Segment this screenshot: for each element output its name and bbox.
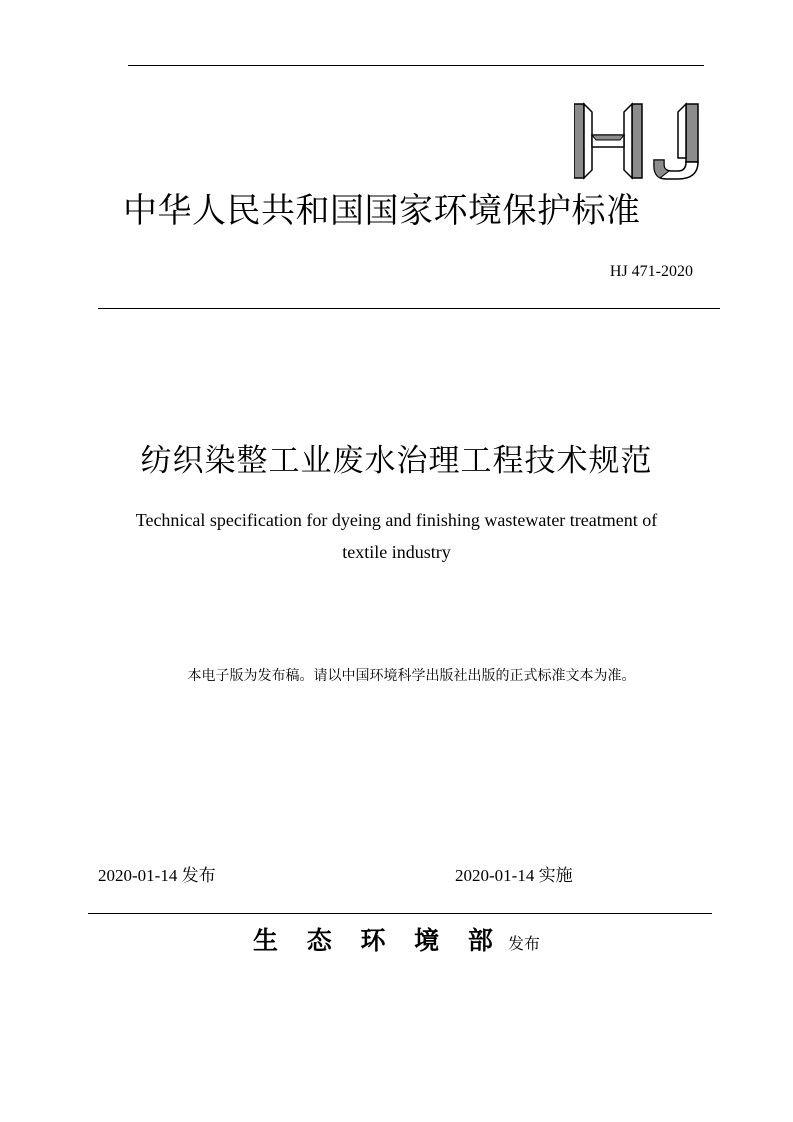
edition-notice: 本电子版为发布稿。请以中国环境科学出版社出版的正式标准文本为准。	[187, 668, 636, 684]
footer-rule	[88, 913, 712, 914]
hj-logo	[574, 102, 702, 180]
title-english	[0, 504, 793, 568]
title-english-line-1: Technical specification for dyeing and finishing wastewater treatment of	[135, 510, 658, 530]
publisher-issued-label: 发布	[507, 934, 540, 953]
issue-date: 2020-01-14 发布	[98, 866, 216, 885]
title-chinese: 纺织染整工业废水治理工程技术规范	[140, 443, 653, 479]
publisher-ministry: 生 态 环 境 部	[253, 926, 503, 955]
top-rule	[128, 65, 704, 66]
agency-name: 中华人民共和国国家环境保护标准	[123, 191, 641, 231]
implementation-date: 2020-01-14 实施	[455, 866, 573, 885]
publisher	[0, 922, 793, 963]
title-english-line-2: textile industry	[342, 542, 451, 562]
standard-number: HJ 471-2020	[609, 263, 693, 280]
header-rule	[98, 308, 720, 309]
